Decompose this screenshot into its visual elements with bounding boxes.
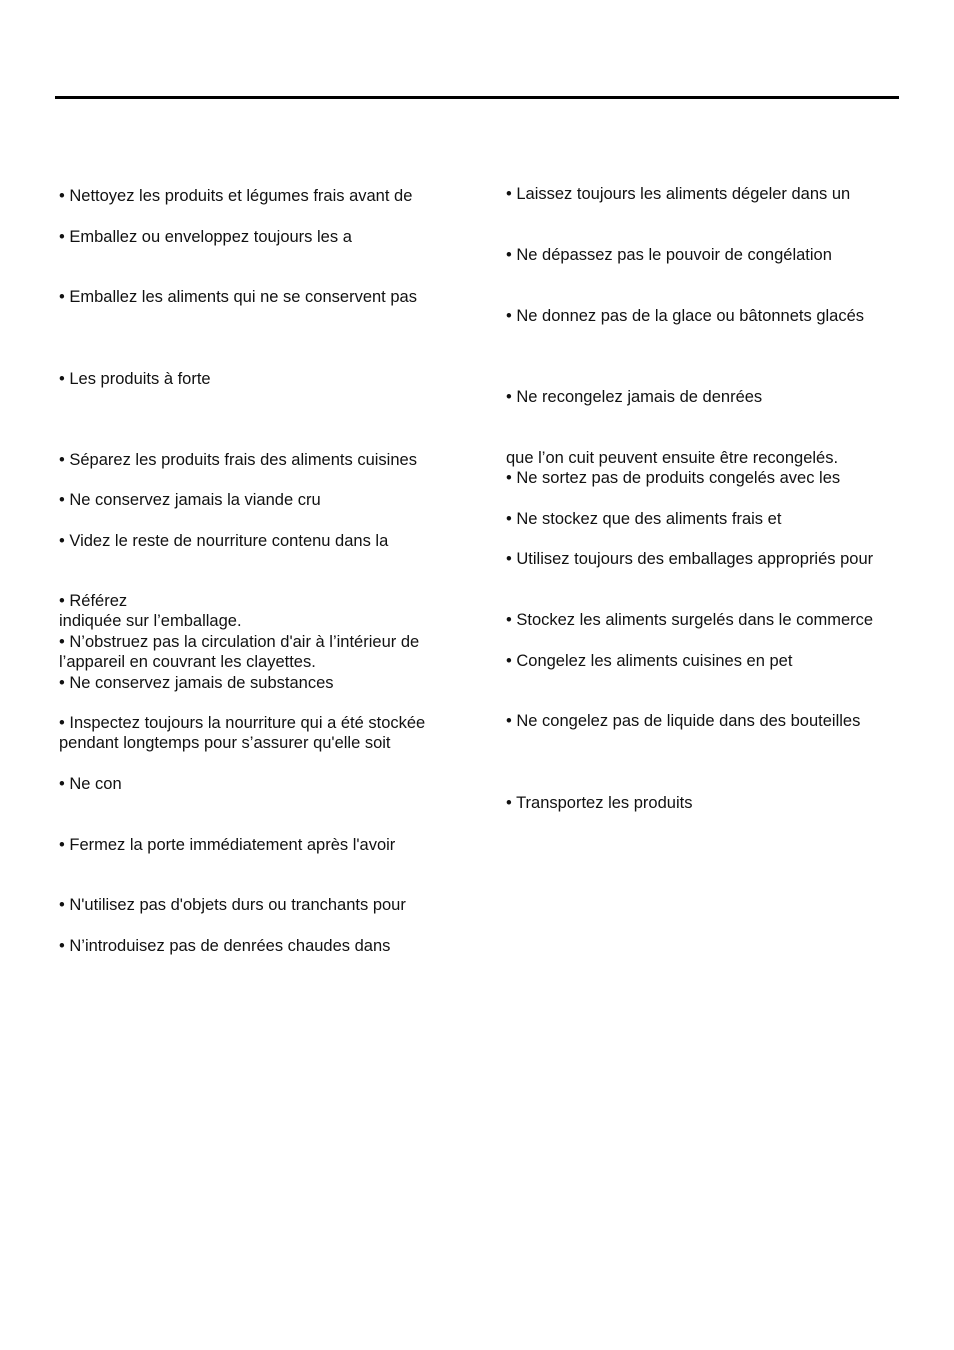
list-item: • Ne sortez pas de produits congelés avec les [506, 469, 841, 487]
list-item: • N’obstruez pas la circulation d'air à l’intérieur de [59, 633, 420, 651]
list-item: • Ne conservez jamais de substances [59, 674, 334, 692]
list-item: • Laissez toujours les aliments dégeler dans un [506, 185, 851, 203]
list-item: • Ne dépassez pas le pouvoir de congélation [506, 246, 832, 264]
list-item: • Utilisez toujours des emballages appropriés pour [506, 550, 874, 568]
list-item: • Transportez les produits [506, 794, 693, 812]
list-item: • Séparez les produits frais des aliments cuisines [59, 451, 417, 469]
right-column [506, 0, 926, 1350]
list-item: • Emballez ou enveloppez toujours les a [59, 228, 352, 246]
list-item: • Congelez les aliments cuisines en pet [506, 652, 793, 670]
list-item: • Les produits à forte [59, 370, 211, 388]
list-item: • Ne congelez pas de liquide dans des bouteilles [506, 712, 861, 730]
list-item: • Référez [59, 592, 128, 610]
list-item-continuation: indiquée sur l’emballage. [59, 612, 242, 630]
list-item: • Ne stockez que des aliments frais et [506, 510, 782, 528]
list-item-continuation: que l’on cuit peuvent ensuite être recongelés. [506, 449, 839, 467]
list-item: • Ne conservez jamais la viande cru [59, 491, 321, 509]
list-item: • Ne recongelez jamais de denrées [506, 388, 763, 406]
list-item: • N’introduisez pas de denrées chaudes dans [59, 937, 391, 955]
left-column [59, 0, 479, 1350]
list-item: • Ne donnez pas de la glace ou bâtonnets glacés [506, 307, 865, 325]
list-item: • Stockez les aliments surgelés dans le commerce [506, 611, 874, 629]
list-item-continuation: pendant longtemps pour s’assurer qu'elle soit [59, 734, 391, 752]
list-item: • Nettoyez les produits et légumes frais avant de [59, 187, 413, 205]
list-item: • Emballez les aliments qui ne se conservent pas [59, 288, 417, 306]
list-item: • N'utilisez pas d'objets durs ou tranchants pour [59, 896, 406, 914]
list-item: • Inspectez toujours la nourriture qui a été stockée [59, 714, 426, 732]
list-item-continuation: l’appareil en couvrant les clayettes. [59, 653, 316, 671]
list-item: • Fermez la porte immédiatement après l'avoir [59, 836, 396, 854]
list-item: • Ne con [59, 775, 122, 793]
list-item: • Videz le reste de nourriture contenu dans la [59, 532, 389, 550]
